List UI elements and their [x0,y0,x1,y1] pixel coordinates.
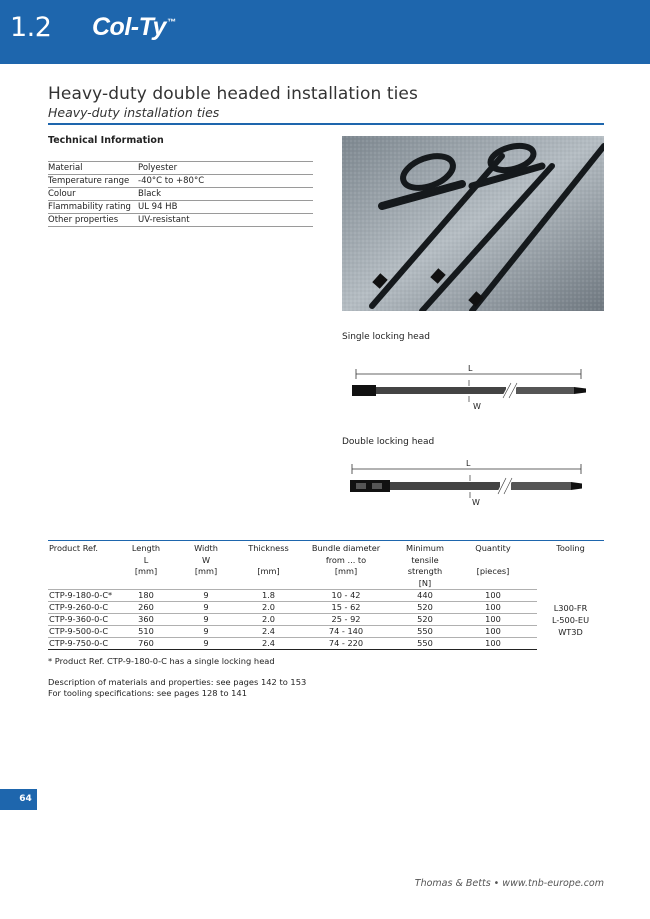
cell-quantity: 100 [449,614,537,626]
cell-tensile: 520 [401,614,449,626]
width-label: W [473,402,481,411]
section-number: 1.2 [10,12,52,43]
title-divider [48,123,604,125]
cell-thickness: 2.4 [246,626,291,638]
brand-logo [92,13,175,42]
cell-length: 260 [126,602,166,614]
tech-key: Colour [48,188,138,201]
header-band [0,0,650,64]
technical-info-table [48,161,313,227]
cell-quantity: 100 [449,590,537,602]
table-header-row [48,541,604,590]
col-header-quantity: Quantity [pieces] [475,543,511,576]
cell-bundle: 25 - 92 [291,614,401,626]
length-label: L [468,364,473,373]
tooling-reference: For tooling specifications: see pages 128 to 141 [48,688,247,698]
tech-row [48,214,313,227]
cell-product-ref: CTP-9-360-0-C [48,614,126,626]
cell-quantity: 100 [449,602,537,614]
cell-bundle: 74 - 140 [291,626,401,638]
cell-thickness: 2.0 [246,602,291,614]
cell-width: 9 [166,626,246,638]
tech-row [48,175,313,188]
cell-width: 9 [166,638,246,650]
cell-length: 180 [126,590,166,602]
single-head-diagram [346,360,596,415]
brand-name: Col-Ty [92,13,166,41]
cell-width: 9 [166,590,246,602]
cell-bundle: 15 - 62 [291,602,401,614]
tech-value: UL 94 HB [138,201,313,214]
cell-tooling [537,590,604,650]
table-row [48,626,604,638]
table-row [48,602,604,614]
col-header-tooling: Tooling [556,543,585,553]
tooling-item: WT3D [558,626,583,637]
page-subtitle: Heavy-duty installation ties [48,105,220,120]
cell-bundle: 74 - 220 [291,638,401,650]
cell-tensile: 440 [401,590,449,602]
cell-thickness: 2.0 [246,614,291,626]
cell-quantity: 100 [449,626,537,638]
cell-width: 9 [166,602,246,614]
tooling-item: L300-FR [553,602,588,613]
col-header-bundle-diameter: Bundle diameter from ... to [mm] [311,543,381,576]
table-row [48,590,604,602]
tech-row [48,162,313,175]
double-head-diagram [346,455,596,510]
cell-tensile: 520 [401,602,449,614]
col-header-product-ref: Product Ref. [49,543,98,553]
table-row [48,638,604,650]
tech-value: -40°C to +80°C [138,175,313,188]
table-row [48,614,604,626]
length-label: L [466,459,471,468]
page-title: Heavy-duty double headed installation ties [48,84,418,104]
cell-thickness: 2.4 [246,638,291,650]
double-head-caption: Double locking head [342,437,435,447]
col-header-width: Width W [mm] [194,543,218,576]
cell-product-ref: CTP-9-500-0-C [48,626,126,638]
tech-value: UV-resistant [138,214,313,227]
technical-info-heading: Technical Information [48,135,164,146]
cell-bundle: 10 - 42 [291,590,401,602]
tech-row [48,188,313,201]
cable-ties-photo [342,136,604,311]
cell-tensile: 550 [401,626,449,638]
cell-thickness: 1.8 [246,590,291,602]
cell-product-ref: CTP-9-260-0-C [48,602,126,614]
product-photo [342,136,604,311]
trademark-mark: ™ [166,17,176,27]
col-header-length: Length L [mm] [131,543,161,576]
tooling-item: L-500-EU [551,614,590,625]
cell-product-ref: CTP-9-750-0-C [48,638,126,650]
footnote: * Product Ref. CTP-9-180-0-C has a single locking head [48,656,275,666]
tech-value: Black [138,188,313,201]
tech-value: Polyester [138,162,313,175]
tech-key: Flammability rating [48,201,138,214]
cell-quantity: 100 [449,638,537,650]
cell-length: 760 [126,638,166,650]
cell-length: 510 [126,626,166,638]
cell-product-ref: CTP-9-180-0-C* [48,590,126,602]
tech-key: Other properties [48,214,138,227]
footer-text: Thomas & Betts • www.tnb-europe.com [414,878,604,889]
product-table [48,540,604,650]
single-head-caption: Single locking head [342,332,430,342]
tech-row [48,201,313,214]
cell-tensile: 550 [401,638,449,650]
materials-reference: Description of materials and properties: see pages 142 to 153 [48,677,307,687]
tech-key: Temperature range [48,175,138,188]
cell-length: 360 [126,614,166,626]
cell-width: 9 [166,614,246,626]
tech-key: Material [48,162,138,175]
col-header-tensile: Minimum tensile strength [N] [406,543,444,588]
page-number: 64 [0,789,37,810]
width-label: W [472,498,480,507]
col-header-thickness: Thickness [mm] [248,543,289,576]
